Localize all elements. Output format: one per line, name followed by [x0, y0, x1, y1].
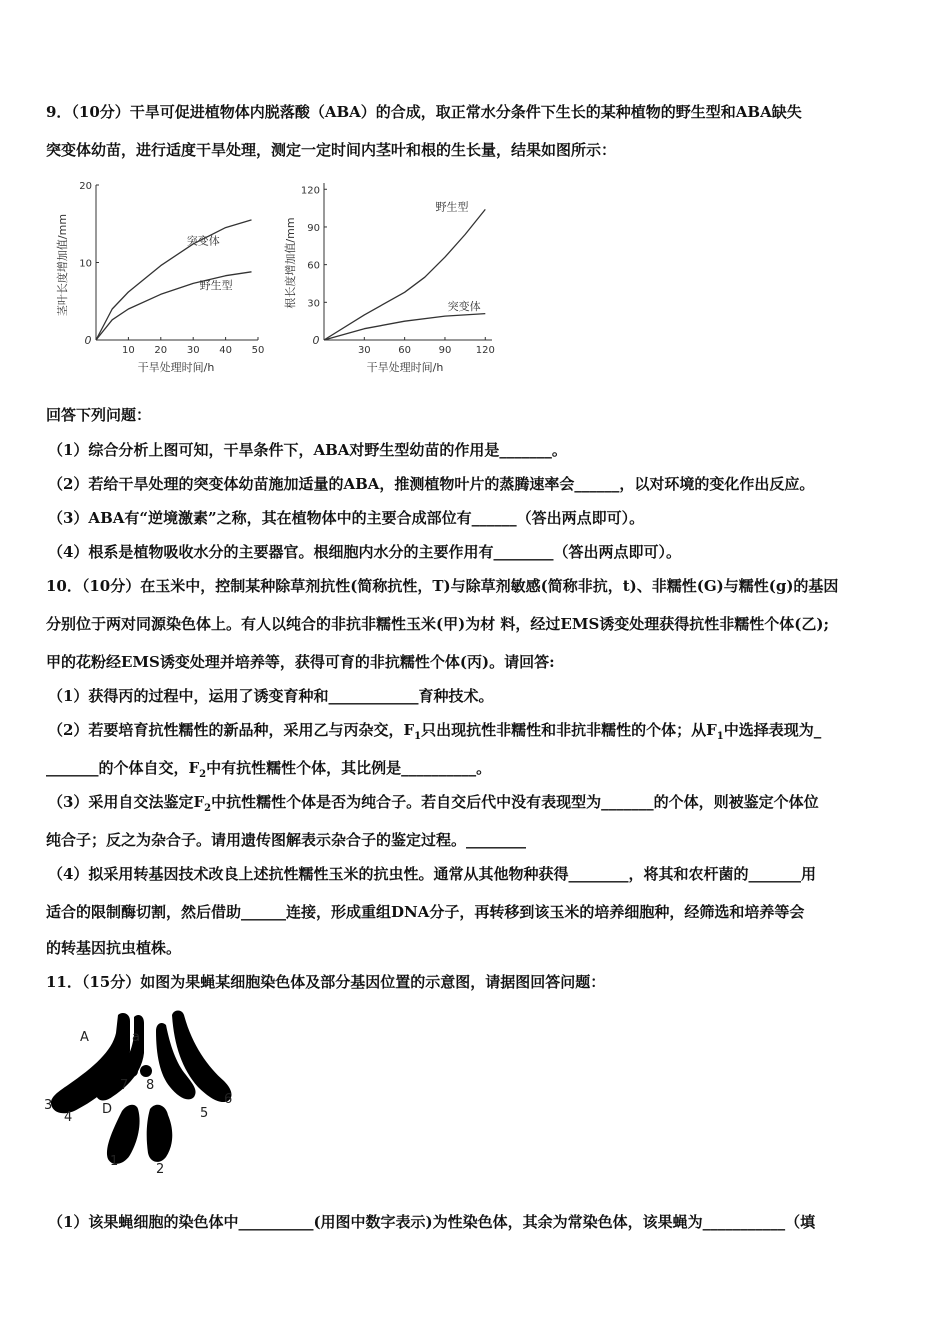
- chrom-label-2: 2: [156, 1162, 165, 1177]
- chart2-series-label-2: 突变体: [447, 299, 481, 313]
- q10-sub-4-line-2: 适合的限制酶切割，然后借助______连接，形成重组DNA分子，再转移到该玉米的培养细胞种，经筛选和培养等会: [46, 903, 805, 921]
- chart2-y-tick-label: 30: [307, 298, 320, 310]
- q10-s2b-sub: 1: [716, 731, 724, 742]
- q10-line-2: 分别位于两对同源染色体上。有人以纯合的非抗非糯性玉米(甲)为材 料，经过EMS诱变处理获得抗性非糯性个体(乙);: [46, 615, 830, 633]
- chart2-xlabel: 干旱处理时间/h: [366, 361, 444, 374]
- q10-s2d-sub: 2: [199, 769, 207, 780]
- chart2-series-line-2: [324, 314, 485, 340]
- q10-s2c: 中选择表现为_: [723, 721, 822, 739]
- stem-leaf-growth-chart: [46, 175, 276, 375]
- q10-line-3: 甲的花粉经EMS诱变处理并培养等，获得可育的非抗糯性个体(丙)。请回答:: [46, 653, 555, 671]
- q9-answer-intro: 回答下列问题：: [46, 406, 152, 424]
- q9-sub-2: （2）若给干旱处理的突变体幼苗施加适量的ABA，推测植物叶片的蒸腾速率会______，以对环境的变化作出反应。: [48, 475, 815, 493]
- chart1-y-tick-label: 20: [79, 181, 92, 192]
- q9-sub-3: （3）ABA有“逆境激素”之称，其在植物体中的主要合成部位有______（答出两点即可）。: [48, 509, 645, 527]
- chart2-series-line-1: [324, 209, 485, 340]
- chart1-x-tick-label: 30: [186, 345, 200, 356]
- chrom-label-8: 8: [146, 1078, 155, 1093]
- gene-label-D: D: [102, 1102, 113, 1117]
- q10-s2d: _______的个体自交，F: [46, 759, 200, 777]
- dot-chromosome-7: [126, 1065, 138, 1077]
- q9-line-2: 突变体幼苗，进行适度干旱处理，测定一定时间内茎叶和根的生长量，结果如图所示：: [46, 141, 617, 159]
- root-growth-chart: [280, 175, 500, 375]
- q11-line-1: 11．（15分）如图为果蝇某细胞染色体及部分基因位置的示意图，请据图回答问题：: [46, 973, 606, 991]
- chrom-label-5: 5: [200, 1106, 209, 1121]
- chromosome-arm-left-outer: [51, 1013, 130, 1113]
- chart1-ylabel: 茎叶长度增加值/mm: [56, 213, 69, 317]
- chrom-label-6: 6: [224, 1092, 233, 1107]
- q10-sub-3-line-1: [48, 792, 908, 819]
- chrom-label-4: 4: [64, 1110, 73, 1125]
- q10-s2b: 只出现抗性非糯性和非抗非糯性的个体；从F: [421, 721, 717, 739]
- chart1-x-tick-label: 10: [122, 345, 135, 356]
- q10-s3a: （3）采用自交法鉴定F: [48, 793, 205, 811]
- gene-label-A: A: [80, 1030, 89, 1045]
- q10-s3a-sub: 2: [204, 803, 212, 814]
- chart1-x-tick-label: 50: [251, 345, 265, 356]
- q10-s2e: 中有抗性糯性个体，其比例是__________。: [206, 759, 492, 777]
- q9-sub-1: （1）综合分析上图可知，干旱条件下，ABA对野生型幼苗的作用是_______。: [48, 441, 567, 459]
- chart2-y-tick-label: 120: [300, 185, 320, 197]
- chart2-y-tick-label: 90: [307, 222, 320, 234]
- q10-line-1: 10．（10分）在玉米中，控制某种除草剂抗性(简称抗性，T)与除草剂敏感(简称非抗，t)、非糯性(G)与糯性(g)的基因: [46, 577, 839, 595]
- q11-sub-1: （1）该果蝇细胞的染色体中__________(用图中数字表示)为性染色体，其余为常染色体，该果蝇为___________（填: [48, 1213, 816, 1231]
- q9-sub-4: （4）根系是植物吸收水分的主要器官。根细胞内水分的主要作用有________（答出两点即可）。: [48, 543, 681, 561]
- chart2-origin: 0: [312, 334, 320, 347]
- chromosome-diagram: [38, 1005, 248, 1185]
- q9-line-1: 9．（10分）干旱可促进植物体内脱落酸（ABA）的合成，取正常水分条件下生长的某种植物的野生型和ABA缺失: [46, 103, 802, 121]
- chart1-series-label-2: 野生型: [199, 278, 233, 292]
- q10-sub-4-line-1: （4）拟采用转基因技术改良上述抗性糯性玉米的抗虫性。通常从其他物种获得________，将其和农杆菌的_______用: [48, 865, 816, 883]
- chart1-series-label-1: 突变体: [186, 234, 220, 248]
- chart2-ylabel: 根长度增加值/mm: [284, 217, 297, 309]
- chrom-label-3: 3: [44, 1098, 53, 1113]
- gene-label-a: a: [132, 1030, 140, 1045]
- chart2-x-tick-label: 90: [438, 345, 452, 356]
- chart2-y-tick-label: 60: [307, 260, 320, 272]
- chrom-label-7: 7: [120, 1078, 129, 1093]
- chart2-series-label-1: 野生型: [435, 200, 469, 214]
- dot-chromosome-8: [140, 1065, 152, 1077]
- chart2-x-tick-label: 120: [475, 345, 495, 356]
- q10-s3b: 中抗性糯性个体是否为纯合子。若自交后代中没有表现型为_______的个体，则被鉴定个体位: [211, 793, 819, 811]
- chart1-x-tick-label: 20: [154, 345, 168, 356]
- q10-sub-2-line-1: [48, 720, 908, 747]
- q10-sub-2-line-2: [46, 758, 906, 785]
- chart1-xlabel: 干旱处理时间/h: [137, 361, 215, 374]
- chart2-x-tick-label: 30: [357, 345, 371, 356]
- q10-sub-3-line-2: 纯合子；反之为杂合子。请用遗传图解表示杂合子的鉴定过程。________: [46, 831, 527, 849]
- chromosome-2: [147, 1105, 173, 1162]
- chart1-x-tick-label: 40: [219, 345, 232, 356]
- chart1-origin: 0: [84, 334, 92, 347]
- q10-sub-4-line-3: 的转基因抗虫植株。: [46, 939, 182, 957]
- chart2-x-tick-label: 60: [398, 345, 412, 356]
- chrom-label-1: 1: [110, 1154, 119, 1169]
- q10-sub-1: （1）获得丙的过程中，运用了诱变育种和____________育种技术。: [48, 687, 494, 705]
- q10-s2a: （2）若要培育抗性糯性的新品种，采用乙与丙杂交，F: [48, 721, 415, 739]
- q10-s2a-sub: 1: [414, 731, 422, 742]
- chart1-y-tick-label: 10: [79, 258, 92, 270]
